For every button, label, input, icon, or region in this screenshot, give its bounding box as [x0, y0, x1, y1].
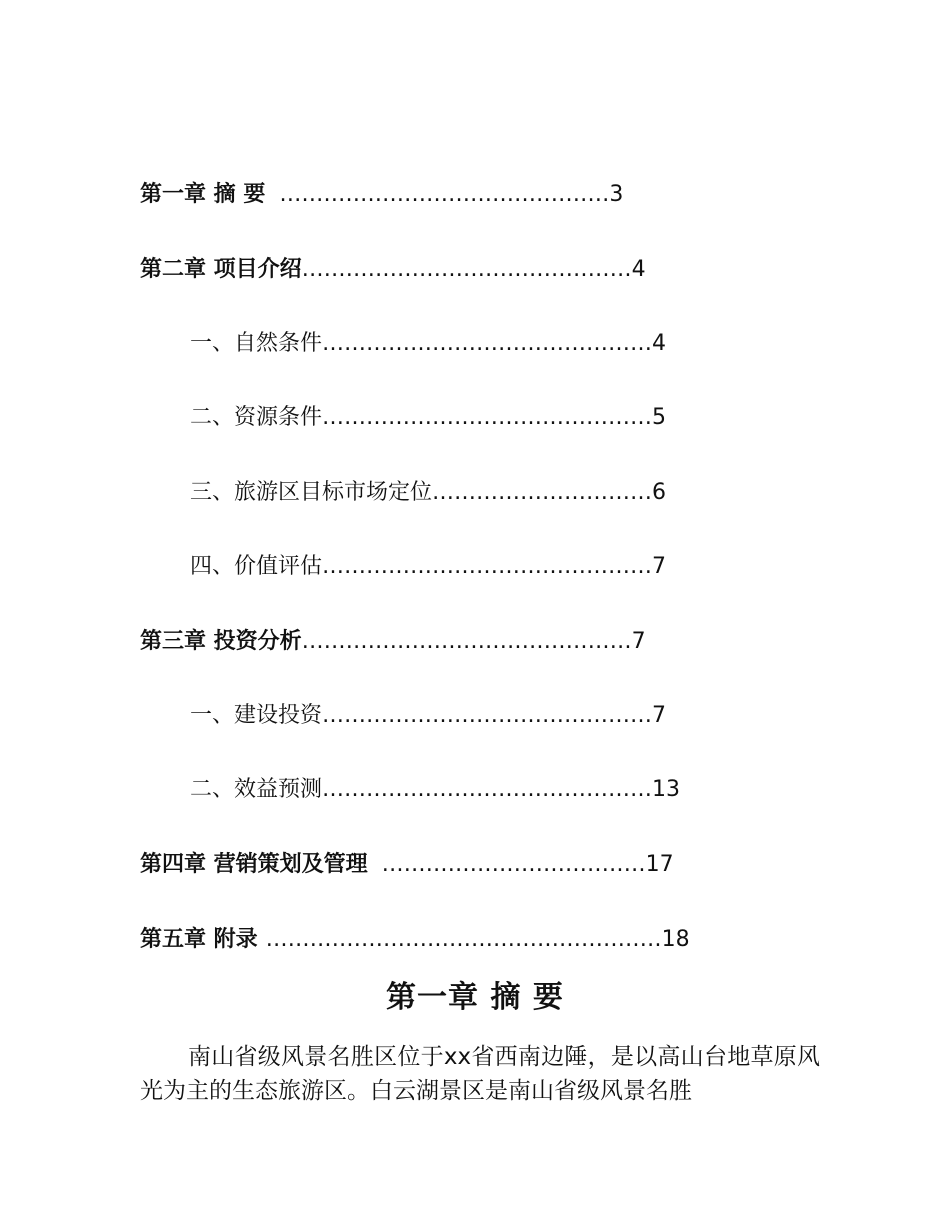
toc-page-number: 3: [609, 182, 624, 207]
toc-leader-dots: ………………………………………: [301, 257, 632, 282]
toc-entry-title: 第四章 营销策划及管理: [140, 852, 368, 877]
toc-entry-chapter-1[interactable]: [140, 180, 623, 210]
toc-page-number: 17: [645, 852, 674, 877]
toc-leader-dots: ………………………………………: [322, 554, 653, 579]
toc-entry-title: 第一章 摘 要: [140, 182, 266, 207]
toc-entry-title: 第二章 项目介绍: [140, 257, 302, 282]
toc-page-number: 7: [652, 703, 667, 728]
toc-page-number: 13: [652, 777, 681, 802]
toc-entry-title: 二、资源条件: [190, 405, 323, 430]
toc-entry-natural-conditions[interactable]: [190, 329, 666, 359]
toc-entry-benefit-forecast[interactable]: [190, 775, 680, 805]
toc-page-number: 6: [652, 480, 667, 505]
toc-leader-dots: …………………………: [432, 480, 653, 505]
toc-entry-title: 三、旅游区目标市场定位: [190, 480, 433, 505]
toc-entry-chapter-4[interactable]: [140, 850, 674, 880]
toc-entry-title: 一、自然条件: [190, 331, 323, 356]
toc-leader-dots: ………………………………………: [322, 703, 653, 728]
toc-page-number: 5: [652, 405, 667, 430]
toc-entry-title: 第三章 投资分析: [140, 629, 302, 654]
toc-entry-title: 四、价值评估: [190, 554, 323, 579]
toc-page-number: 4: [631, 257, 646, 282]
toc-leader-dots: ………………………………………: [322, 777, 653, 802]
toc-entry-market-positioning[interactable]: [190, 478, 666, 508]
toc-entry-value-assessment[interactable]: [190, 552, 666, 582]
toc-leader-dots: ………………………………………………: [265, 927, 662, 952]
body-paragraph: 南山省级风景名胜区位于xx省西南边陲，是以高山台地草原风光为主的生态旅游区。白云湖景区是南山省级风景名胜: [140, 1044, 820, 1104]
toc-entry-chapter-5[interactable]: [140, 925, 690, 955]
toc-entry-title: 一、建设投资: [190, 703, 323, 728]
toc-entry-resource-conditions[interactable]: [190, 403, 666, 433]
toc-entry-title: 第五章 附录: [140, 927, 258, 952]
toc-page-number: 4: [652, 331, 667, 356]
toc-leader-dots: ………………………………………: [279, 182, 610, 207]
toc-page-number: 7: [652, 554, 667, 579]
toc-leader-dots: ………………………………………: [322, 331, 653, 356]
toc-page-number: 18: [661, 927, 690, 952]
toc-entry-title: 二、效益预测: [190, 777, 323, 802]
toc-entry-construction-investment[interactable]: [190, 701, 666, 731]
toc-leader-dots: ………………………………………: [322, 405, 653, 430]
toc-leader-dots: ………………………………………: [301, 629, 632, 654]
section-heading: 第一章 摘 要: [386, 980, 564, 1015]
toc-page-number: 7: [631, 629, 646, 654]
toc-entry-chapter-2[interactable]: [140, 255, 646, 285]
toc-leader-dots: ………………………………: [381, 852, 646, 877]
toc-entry-chapter-3[interactable]: [140, 627, 646, 657]
